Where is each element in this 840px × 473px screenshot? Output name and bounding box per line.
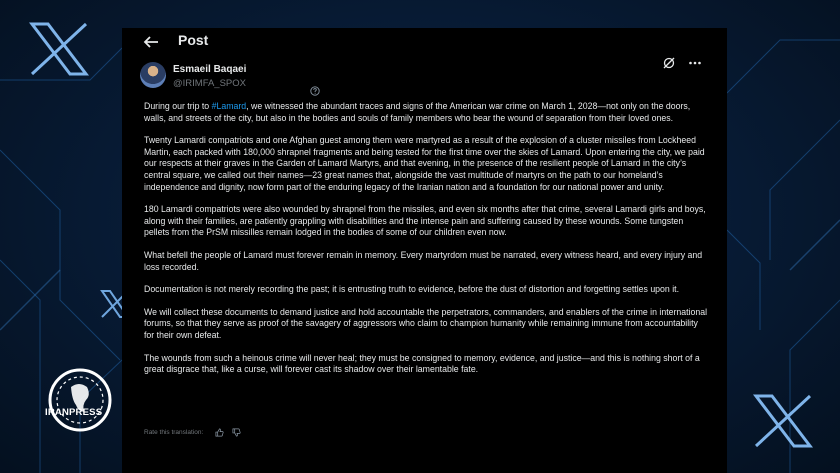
tweet-paragraph: Twenty Lamardi compatriots and one Afghan guest among them were martyred as a result of the explosion of a cluster missiles from Lockheed Martin, each packed with 180,000 shrapnel fragments and being tested for the first time over the skies of Lamard. Upon entering the city, we paid our respects at their graves in the Garden of Lamard Martyrs, and that evening, in the presence of the resilient people of Lamard in the city’s central square, we called out their names—23 great names that, alongside the vast multitude of martyrs on the path to our homeland’s independence and dignity, now form part of the enduring legacy of the Iranian nation and a foundation for our national power and unity. [144,135,705,192]
author-handle[interactable]: @IRIMFA_SPOX [173,78,246,89]
paragraph-text: , we witnessed the abundant traces and signs of the American war crime on March 1, 2028—not only on the doors, walls, and streets of the city, but also in the bodies and souls of family members who bear the wound of separation from their loved ones. [144,101,691,123]
tweet-paragraph [144,101,710,124]
post-card [122,28,727,473]
x-logo-icon [752,394,814,448]
tweet-paragraph: Documentation is not merely recording the past; it is entrusting truth to evidence, before the dust of distortion and forgetting settles upon it. [144,284,680,295]
tweet-paragraph: 180 Lamardi compatriots were also wounded by shrapnel from the missiles, and even six months after that crime, several Lamardi girls and boys, along with their families, are patiently grappling with disabilities and the intense pain and suffering caused by these wounds. Some tungsten pellets from the PrSM missilles remain lodged in the bodies of some of our children even now. [144,204,706,238]
tweet-paragraph: The wounds from such a heinous crime will never heal; they must be consigned to memory, evidence, and justice—and this is nothing short of a great disgrace that, like a curse, will forever cast its shadow over their lamentable fate. [144,352,700,375]
tweet-paragraph: What befell the people of Lamard must forever remain in memory. Every martyrdom must be narrated, every witness heard, and every injury and loss recorded. [144,249,703,272]
x-logo-icon [28,22,90,76]
rate-label: Rate this translation: [144,429,204,436]
help-icon[interactable] [310,86,320,96]
avatar[interactable] [140,62,166,88]
thumbs-down-icon[interactable] [232,428,241,437]
tweet-paragraph: We will collect these documents to demand justice and hold accountable the perpetrators, commanders, and enablers of the crime in international forums, so that they serve as proof of the savagery of aggressors who claim to champion humanity while remaining immune from accountability for their own defeat. [144,306,708,340]
post-header [122,28,727,56]
iranpress-logo-icon [45,365,115,435]
back-arrow-icon[interactable] [142,33,160,51]
watermark-text: IRANPRESS [45,407,103,418]
grok-icon[interactable] [662,56,676,70]
translation-rating [144,428,241,440]
more-icon[interactable] [688,56,702,70]
author-name[interactable]: Esmaeil Baqaei [173,64,247,75]
thumbs-up-icon[interactable] [215,428,224,437]
tweet-text [144,101,710,387]
hashtag-link[interactable]: #Lamard [211,101,247,111]
paragraph-text: During our trip to [144,101,212,111]
page-title: Post [178,32,209,48]
